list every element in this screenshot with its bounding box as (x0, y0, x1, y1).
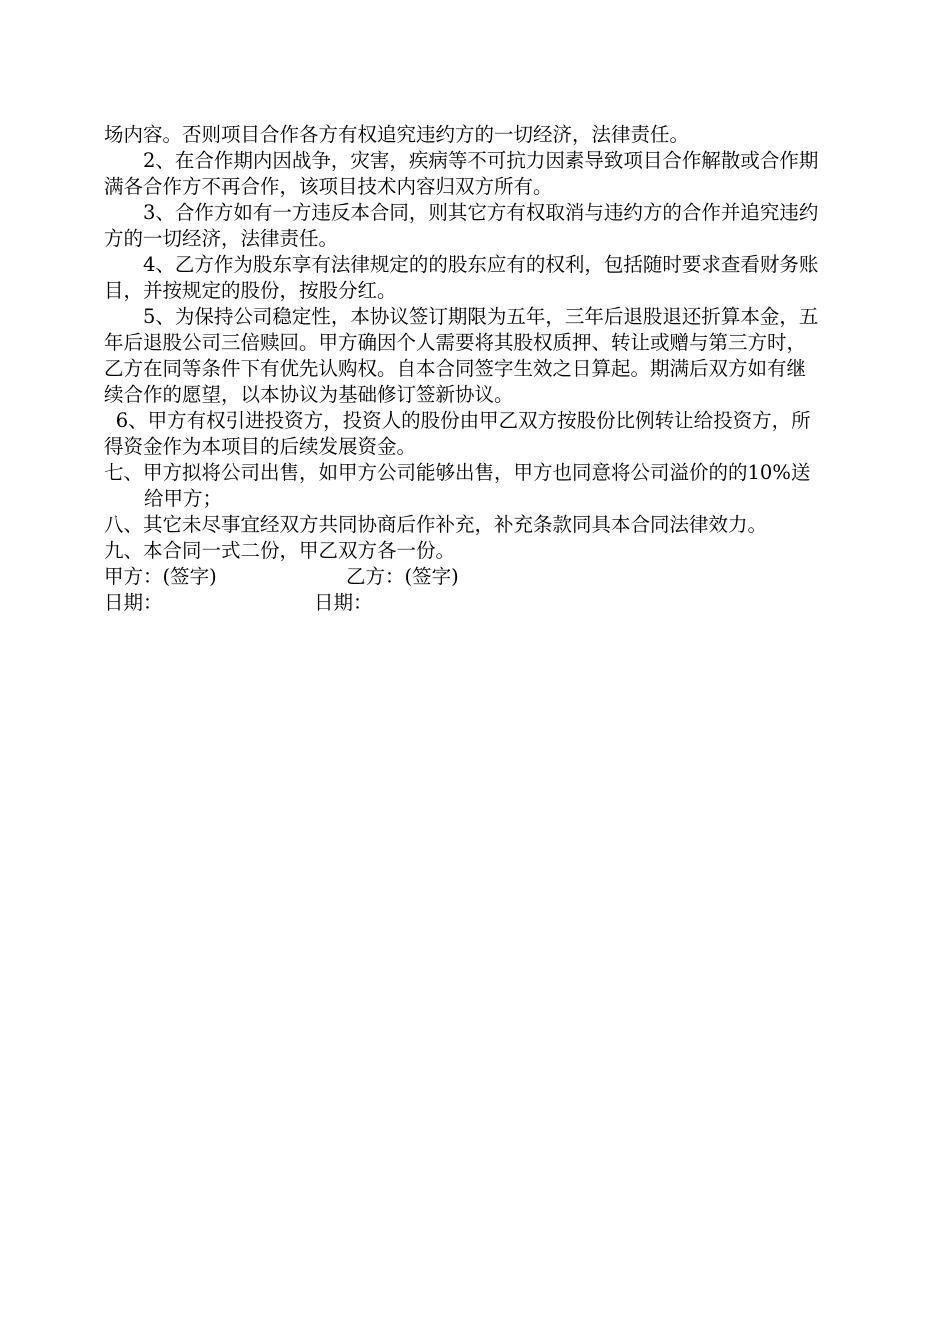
clause-4: 4、乙方作为股东享有法律规定的的股东应有的权利，包括随时要求查看财务账目，并按规定的股份，按股分红。 (104, 253, 819, 302)
party-a-signature: 甲方：(签字) (104, 565, 217, 588)
party-b-date: 日期： (314, 591, 373, 614)
section-9: 九、本合同一式二份，甲乙双方各一份。 (104, 539, 456, 562)
clause-continuation: 场内容。否则项目合作各方有权追究违约方的一切经济，法律责任。 (104, 123, 690, 146)
clause-6: 6、甲方有权引进投资方，投资人的股份由甲乙双方按股份比例转让给投资方，所得资金作为本项目的后续发展资金。 (104, 409, 811, 458)
party-b-signature: 乙方：(签字) (346, 565, 459, 588)
signature-row (104, 564, 820, 590)
clause-3: 3、合作方如有一方违反本合同，则其它方有权取消与违约方的合作并追究违约方的一切经济，法律责任。 (104, 201, 819, 250)
contract-body (104, 122, 820, 616)
clause-5: 5、为保持公司稳定性，本协议签订期限为五年，三年后退股退还折算本金，五年后退股公司三倍赎回。甲方确因个人需要将其股权质押、转让或赠与第三方时，乙方在同等条件下有优先认购权。自本合同签字生效之日算起。期满后双方如有继续合作的愿望，以本协议为基础修订签新协议。 (104, 305, 819, 406)
party-a-date: 日期： (104, 591, 163, 614)
section-7: 七、甲方拟将公司出售，如甲方公司能够出售，甲方也同意将公司溢价的的10%送给甲方； (104, 461, 811, 510)
clause-2: 2、在合作期内因战争，灾害，疾病等不可抗力因素导致项目合作解散或合作期满各合作方不再合作，该项目技术内容归双方所有。 (104, 149, 819, 198)
section-8: 八、其它未尽事宜经双方共同协商后作补充，补充条款同具本合同法律效力。 (104, 513, 768, 536)
date-row (104, 590, 820, 616)
